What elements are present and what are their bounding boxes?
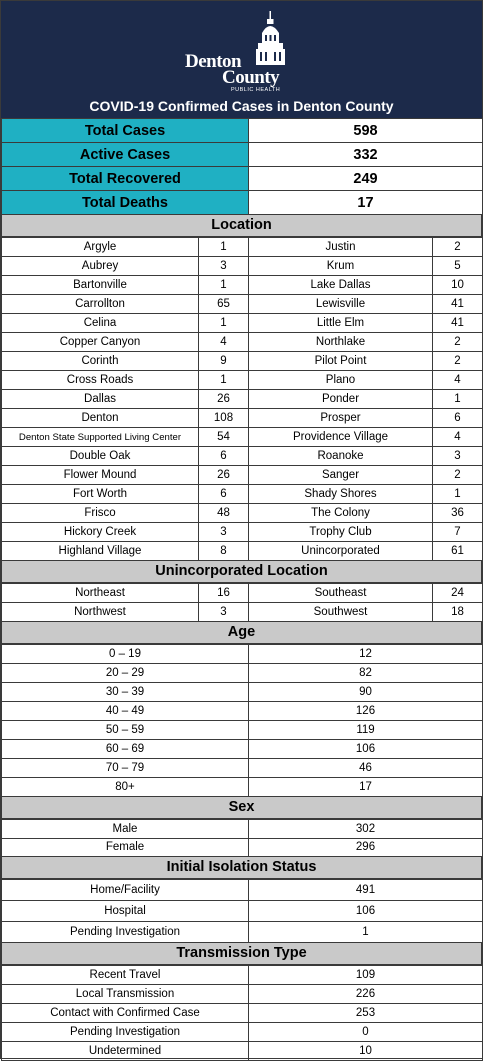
location-name: Southeast [249,584,433,603]
location-name: Denton [2,409,199,428]
location-count: 5 [433,257,483,276]
location-count: 10 [433,276,483,295]
table-row [2,1023,483,1042]
isolation-label: Hospital [2,901,249,922]
section-header-sex: Sex [1,797,482,819]
table-row [2,922,483,943]
location-count: 18 [433,603,483,622]
location-name: Roanoke [249,447,433,466]
age-count: 46 [249,759,483,778]
location-count: 3 [199,523,249,542]
isolation-count: 491 [249,880,483,901]
location-count: 2 [433,333,483,352]
table-row [2,820,483,839]
table-row [2,390,483,409]
table-row [2,191,483,215]
table-row [2,542,483,561]
table-row [2,238,483,257]
age-label: 30 – 39 [2,683,249,702]
table-row [2,901,483,922]
location-count: 16 [199,584,249,603]
location-name: Frisco [2,504,199,523]
location-name: Prosper [249,409,433,428]
age-label: 80+ [2,778,249,797]
summary-value-active-cases: 332 [249,143,483,167]
sex-label: Female [2,838,249,857]
location-count: 1 [433,485,483,504]
location-count: 8 [199,542,249,561]
summary-value-total-recovered: 249 [249,167,483,191]
location-count: 48 [199,504,249,523]
table-row [2,880,483,901]
table-row [2,504,483,523]
summary-label-total-deaths: Total Deaths [2,191,249,215]
location-name: Northeast [2,584,199,603]
table-row [2,352,483,371]
location-count: 4 [433,428,483,447]
location-name: Fort Worth [2,485,199,504]
table-row [2,778,483,797]
courthouse-icon [253,11,289,69]
location-name: The Colony [249,504,433,523]
sex-count: 296 [249,838,483,857]
location-count: 3 [199,257,249,276]
summary-label-active-cases: Active Cases [2,143,249,167]
location-name: Krum [249,257,433,276]
section-header-age: Age [1,622,482,644]
location-name: Unincorporated [249,542,433,561]
location-name: Plano [249,371,433,390]
location-name: Providence Village [249,428,433,447]
table-row [2,371,483,390]
location-count: 4 [199,333,249,352]
isolation-count: 106 [249,901,483,922]
location-name: Cross Roads [2,371,199,390]
location-count: 7 [433,523,483,542]
table-row [2,664,483,683]
location-name: Aubrey [2,257,199,276]
location-name: Lewisville [249,295,433,314]
sex-label: Male [2,820,249,839]
location-count: 36 [433,504,483,523]
location-name: Copper Canyon [2,333,199,352]
transmission-label: Pending Investigation [2,1023,249,1042]
transmission-label: Contact with Confirmed Case [2,1004,249,1023]
table-row [2,295,483,314]
location-count: 2 [433,466,483,485]
summary-value-total-cases: 598 [249,119,483,143]
location-count: 41 [433,314,483,333]
location-count: 9 [199,352,249,371]
location-name: Highland Village [2,542,199,561]
section-header-unincorporated-location: Unincorporated Location [1,561,482,583]
location-count: 3 [199,603,249,622]
location-name: Flower Mound [2,466,199,485]
table-row [2,702,483,721]
table-row [2,1042,483,1061]
sex-table [1,819,483,857]
location-count: 1 [433,390,483,409]
summary-table [1,118,483,215]
location-count: 2 [433,238,483,257]
logo-text-county: County [222,67,280,88]
age-table [1,644,483,797]
location-name: Denton State Supported Living Center [2,428,199,447]
location-table [1,237,483,561]
location-name: Northwest [2,603,199,622]
transmission-label: Recent Travel [2,966,249,985]
summary-value-total-deaths: 17 [249,191,483,215]
location-name: Northlake [249,333,433,352]
isolation-label: Home/Facility [2,880,249,901]
table-row [2,523,483,542]
table-row [2,466,483,485]
table-row [2,603,483,622]
table-row [2,257,483,276]
location-name: Shady Shores [249,485,433,504]
age-count: 106 [249,740,483,759]
section-header-location: Location [1,215,482,237]
sex-count: 302 [249,820,483,839]
location-name: Justin [249,238,433,257]
location-name: Pilot Point [249,352,433,371]
transmission-label: Undetermined [2,1042,249,1061]
table-row [2,409,483,428]
location-count: 4 [433,371,483,390]
age-label: 60 – 69 [2,740,249,759]
location-name: Southwest [249,603,433,622]
location-count: 2 [433,352,483,371]
location-count: 6 [199,447,249,466]
location-name: Hickory Creek [2,523,199,542]
age-count: 12 [249,645,483,664]
table-row [2,447,483,466]
section-header-isolation-status: Initial Isolation Status [1,857,482,879]
table-row [2,1004,483,1023]
header-banner [1,1,482,118]
isolation-table [1,879,483,943]
logo-text-public-health: PUBLIC HEALTH [231,87,281,93]
logo-text-denton: Denton [185,51,242,72]
age-label: 70 – 79 [2,759,249,778]
table-row [2,485,483,504]
location-count: 24 [433,584,483,603]
location-count: 65 [199,295,249,314]
location-name: Trophy Club [249,523,433,542]
table-row [2,333,483,352]
transmission-count: 226 [249,985,483,1004]
summary-label-total-recovered: Total Recovered [2,167,249,191]
table-row [2,645,483,664]
location-name: Celina [2,314,199,333]
transmission-table [1,965,483,1061]
age-count: 119 [249,721,483,740]
age-label: 0 – 19 [2,645,249,664]
location-count: 1 [199,314,249,333]
location-name: Little Elm [249,314,433,333]
age-count: 17 [249,778,483,797]
table-row [2,143,483,167]
section-header-transmission-type: Transmission Type [1,943,482,965]
location-name: Bartonville [2,276,199,295]
table-row [2,167,483,191]
location-count: 26 [199,466,249,485]
location-count: 1 [199,371,249,390]
table-row [2,721,483,740]
age-label: 20 – 29 [2,664,249,683]
age-count: 82 [249,664,483,683]
location-count: 1 [199,238,249,257]
location-name: Double Oak [2,447,199,466]
location-count: 6 [199,485,249,504]
isolation-label: Pending Investigation [2,922,249,943]
location-count: 54 [199,428,249,447]
location-count: 6 [433,409,483,428]
location-count: 1 [199,276,249,295]
location-name: Argyle [2,238,199,257]
location-count: 26 [199,390,249,409]
table-row [2,966,483,985]
location-name: Corinth [2,352,199,371]
summary-label-total-cases: Total Cases [2,119,249,143]
age-count: 90 [249,683,483,702]
location-count: 41 [433,295,483,314]
transmission-count: 10 [249,1042,483,1061]
transmission-count: 253 [249,1004,483,1023]
transmission-label: Local Transmission [2,985,249,1004]
location-count: 61 [433,542,483,561]
age-label: 50 – 59 [2,721,249,740]
location-name: Carrollton [2,295,199,314]
table-row [2,683,483,702]
table-row [2,276,483,295]
location-name: Dallas [2,390,199,409]
table-row [2,759,483,778]
table-row [2,584,483,603]
transmission-count: 109 [249,966,483,985]
table-row [2,838,483,857]
location-count: 3 [433,447,483,466]
table-row [2,740,483,759]
age-count: 126 [249,702,483,721]
location-name: Sanger [249,466,433,485]
age-label: 40 – 49 [2,702,249,721]
location-count: 108 [199,409,249,428]
location-name: Ponder [249,390,433,409]
table-row [2,314,483,333]
unincorporated-table [1,583,483,622]
transmission-count: 0 [249,1023,483,1042]
page-title: COVID-19 Confirmed Cases in Denton County [89,98,394,114]
table-row [2,428,483,447]
location-name: Lake Dallas [249,276,433,295]
isolation-count: 1 [249,922,483,943]
denton-county-logo [181,9,311,93]
table-row [2,119,483,143]
table-row [2,985,483,1004]
